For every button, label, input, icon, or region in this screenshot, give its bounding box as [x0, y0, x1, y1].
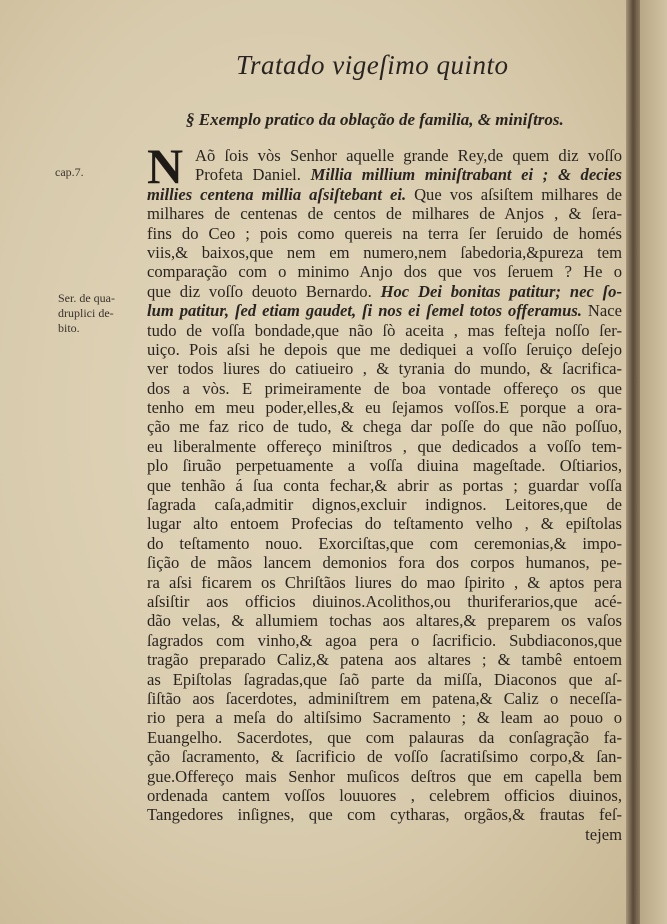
- text-line: [147, 728, 622, 747]
- text-line: [147, 573, 622, 592]
- text-segment: Tangedores inſignes, que com cytharas, orgãos,& frautas feſ-: [147, 805, 622, 825]
- text-line: [147, 456, 622, 475]
- text-segment: Aõ ſois vòs Senhor aquelle grande Rey,de quem diz voſſo: [195, 146, 622, 165]
- text-segment: rio pera a meſa do altiſsimo Sacramento ; & leam ao pouo o: [147, 708, 622, 728]
- margin-note-chapter: cap.7.: [55, 165, 84, 179]
- text-segment: ra aſsi ficarem os Chriſtãos liures do mao ſpirito , & aptos pera: [147, 572, 622, 592]
- text-segment: que diz voſſo deuoto Bernardo.: [147, 281, 381, 301]
- text-segment: tenho em meu poder,elles,& eu ſejamos voſſos.E porque a ora-: [147, 398, 622, 418]
- text-line: [147, 708, 622, 727]
- catchword: tejem: [585, 824, 622, 844]
- text-line: [147, 224, 622, 243]
- text-segment: Que vos aſsiſtem milhares de: [406, 184, 622, 204]
- text-line: [147, 340, 622, 359]
- text-segment: ção ſacramento, & ſacrificio de voſſo ſacratiſsimo corpo,& ſan-: [147, 747, 622, 767]
- body-text: [147, 138, 622, 844]
- text-line: [147, 767, 622, 786]
- text-line: [147, 204, 622, 223]
- text-segment: ſagrada caſa,admitir dignos,excluir indignos. Leitores,que de: [147, 495, 622, 515]
- text-segment: dão velas, & allumiem tochas aos altares,& preparem os vaſos: [147, 611, 622, 631]
- text-line: [147, 262, 622, 281]
- text-segment: milhares de centenas de centos de milhares de Anjos , & ſera-: [147, 204, 622, 224]
- margin-note-line: bito.: [58, 321, 80, 335]
- text-line: [147, 534, 622, 553]
- text-line: [147, 301, 622, 320]
- text-line: [147, 553, 622, 572]
- text-segment: plo ſiruão perpetuamente a voſſa diuina mageſtade. Oſtiarios,: [147, 456, 622, 476]
- text-line: [147, 495, 622, 514]
- text-segment: ſição de mãos lancem demonios fora dos corpos humanos, pe-: [147, 553, 622, 573]
- latin-quote: lum patitur, ſed etiam gaudet, ſi nos ei ſemel totos offeramus.: [147, 301, 582, 321]
- text-segment: ver todos liures do catiueiro , & tyrania do mundo, & ſacrifica-: [147, 359, 622, 379]
- text-segment: do teſtamento nouo. Exorciſtas,que com ceremonias,& impo-: [147, 533, 622, 553]
- text-line: [147, 650, 622, 669]
- text-line: [147, 398, 622, 417]
- text-line: [147, 786, 622, 805]
- latin-quote: millies centena millia aſsiſtebant ei.: [147, 184, 407, 204]
- text-segment: lugar alto entoem Profecias do teſtamento velho , & epiſtolas: [147, 514, 622, 534]
- text-segment: viis,& baixos,que nem em numero,nem ſabedoria,&pureza tem: [147, 242, 622, 262]
- text-line: [147, 282, 622, 301]
- text-line: [195, 146, 622, 165]
- text-line: [147, 185, 622, 204]
- text-line: [147, 592, 622, 611]
- text-line: [147, 321, 622, 340]
- section-heading: § Exemplo pratico da oblação de familia, & miniſtros.: [186, 110, 564, 129]
- running-header: Tratado vigeſimo quinto: [236, 50, 509, 80]
- book-spine: [626, 0, 640, 924]
- text-line: [147, 805, 622, 824]
- text-line: [147, 243, 622, 262]
- text-segment: as Epiſtolas ſagradas,que ſaõ parte da miſſa, Diaconos que aſ-: [147, 669, 622, 689]
- text-line: [147, 747, 622, 766]
- text-segment: gue.Offereço mais Senhor muſicos deſtros que em capella bem: [147, 766, 622, 786]
- drop-cap: N: [147, 138, 184, 194]
- text-line: [147, 359, 622, 378]
- text-segment: uiço. Pois aſsi he depois que me dediquei a voſſo ſeruiço deſejo: [147, 339, 622, 359]
- text-line: [147, 611, 622, 630]
- text-segment: eu liberalmente offereço miniſtros , que dedicados a voſſo tem-: [147, 436, 622, 456]
- text-line: [147, 476, 622, 495]
- text-line: [147, 379, 622, 398]
- text-line: [147, 417, 622, 436]
- text-segment: tragão preparado Caliz,& patena aos altares ; & tambê entoem: [147, 650, 622, 670]
- text-segment: Euangelho. Sacerdotes, que com palauras da conſagração fa-: [147, 727, 622, 747]
- margin-note-line: druplici de-: [58, 306, 114, 320]
- text-segment: aſsiſtir aos officios diuinos.Acolithos,ou thuriferarios,que acé-: [147, 591, 622, 611]
- text-segment: que tenhão á ſua conta fechar,& abrir as portas ; guardar voſſa: [147, 475, 622, 495]
- text-line: [195, 165, 622, 184]
- text-segment: Nace: [581, 301, 622, 321]
- latin-quote: Millia millium miniſtrabant ei ; & decies: [310, 165, 622, 185]
- text-segment: ſiſtão aos ſacerdotes, adminiſtrem em patena,& Caliz o neceſſa-: [147, 688, 622, 708]
- text-line: [147, 689, 622, 708]
- text-segment: dos a vòs. E primeiramente de boa vontade offereço os que: [147, 378, 622, 398]
- text-line: [147, 631, 622, 650]
- text-segment: comparação com o minimo Anjo dos que vos ſeruem ? He o: [147, 262, 622, 282]
- text-segment: Profeta Daniel.: [195, 165, 311, 185]
- text-segment: ordenada cantem voſſos louuores , celebrem officios diuinos,: [147, 785, 622, 805]
- facing-page-edge: [640, 0, 667, 924]
- margin-note-line: Ser. de qua-: [58, 291, 115, 305]
- text-segment: fins do Ceo ; pois como quereis na terra ſer ſeruido de homés: [147, 223, 622, 243]
- text-line: [147, 514, 622, 533]
- text-segment: tudo de voſſa bondade,que não ſò aceita , mas feſteja noſſo ſer-: [147, 320, 622, 340]
- margin-note-source: [58, 291, 115, 336]
- text-segment: ſagrados com vinho,& agoa pera o ſacrificio. Subdiaconos,que: [147, 630, 622, 650]
- latin-quote: Hoc Dei bonitas patitur; nec ſo-: [380, 281, 622, 301]
- text-line: [147, 670, 622, 689]
- text-segment: ção me faz rico de tudo, & chega dar poſſe do que não poſſuo,: [147, 417, 622, 437]
- text-line: [147, 437, 622, 456]
